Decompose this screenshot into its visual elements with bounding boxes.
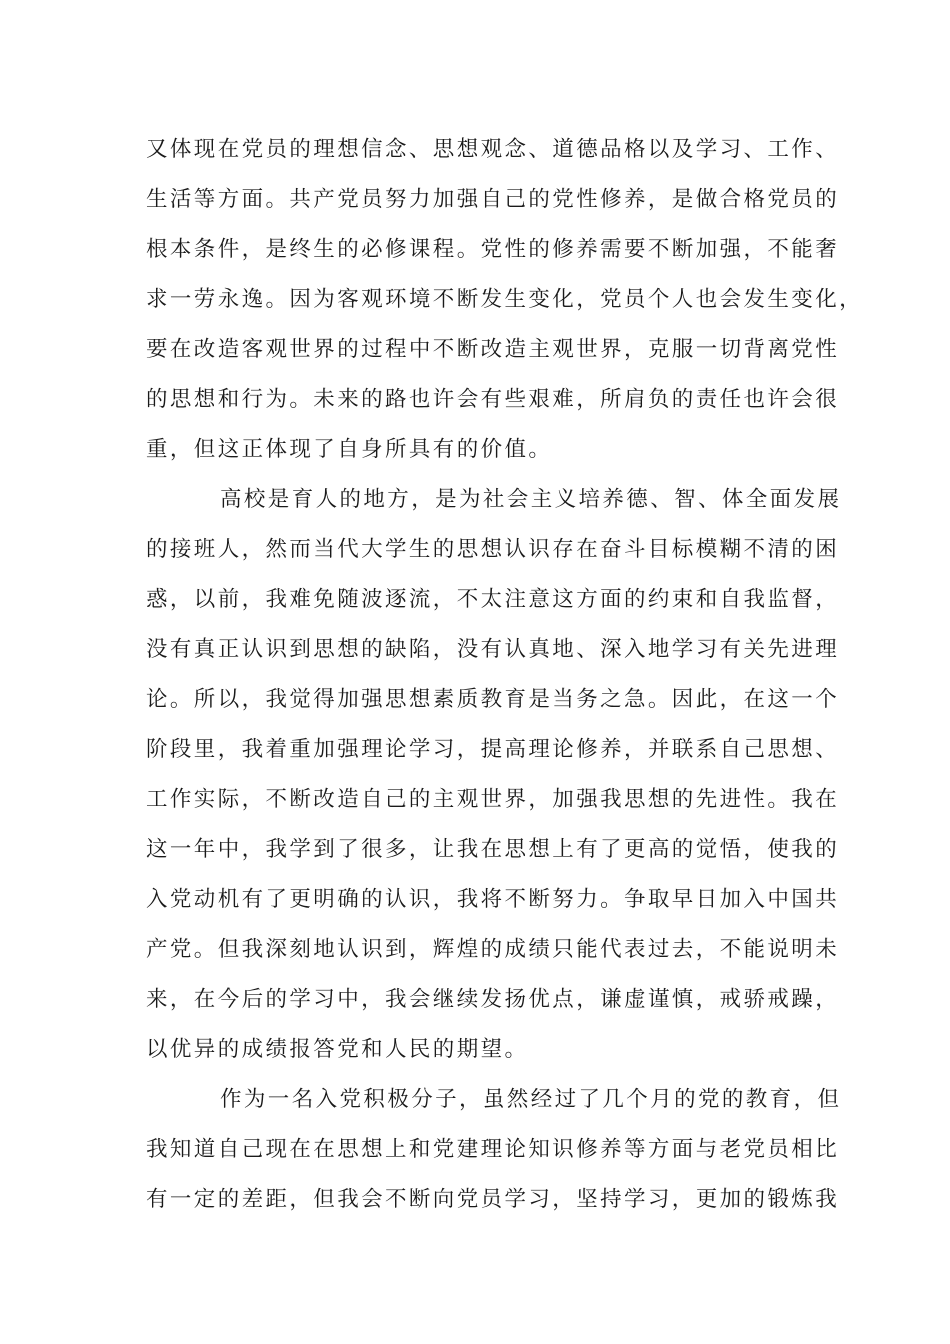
text-line: 的思想和行为。未来的路也许会有些艰难，所肩负的责任也许会很: [146, 387, 840, 412]
text-line: 以优异的成绩报答党和人民的期望。: [146, 1037, 529, 1062]
text-line: 生活等方面。共产党员努力加强自己的党性修养，是做合格党员的: [146, 187, 840, 212]
text-line: 来，在今后的学习中，我会继续发扬优点，谦虚谨慎，戒骄戒躁，: [146, 987, 840, 1012]
text-line: 重，但这正体现了自身所具有的价值。: [146, 437, 553, 462]
text-line: 入党动机有了更明确的认识，我将不断努力。争取早日加入中国共: [146, 887, 840, 912]
text-line: 产党。但我深刻地认识到，辉煌的成绩只能代表过去，不能说明未: [146, 937, 840, 962]
paragraph-first-line: 高校是育人的地方，是为社会主义培养德、智、体全面发展: [220, 487, 842, 512]
text-line: 阶段里，我着重加强理论学习，提高理论修养，并联系自己思想、: [146, 737, 840, 762]
text-line: 又体现在党员的理想信念、思想观念、道德品格以及学习、工作、: [146, 137, 840, 162]
text-line: 这一年中，我学到了很多，让我在思想上有了更高的觉悟，使我的: [146, 837, 840, 862]
text-line: 有一定的差距，但我会不断向党员学习，坚持学习，更加的锻炼我: [146, 1187, 840, 1212]
text-line: 要在改造客观世界的过程中不断改造主观世界，克服一切背离党性: [146, 337, 840, 362]
text-line: 的接班人，然而当代大学生的思想认识存在奋斗目标模糊不清的困: [146, 537, 840, 562]
text-line: 我知道自己现在在思想上和党建理论知识修养等方面与老党员相比: [146, 1137, 840, 1162]
text-line: 论。所以，我觉得加强思想素质教育是当务之急。因此，在这一个: [146, 687, 840, 712]
text-line: 工作实际，不断改造自己的主观世界，加强我思想的先进性。我在: [146, 787, 840, 812]
text-line: 惑，以前，我难免随波逐流，不太注意这方面的约束和自我监督，: [146, 587, 840, 612]
text-line: 求一劳永逸。因为客观环境不断发生变化，党员个人也会发生变化，: [146, 287, 864, 312]
paragraph-first-line: 作为一名入党积极分子，虽然经过了几个月的党的教育，但: [220, 1087, 842, 1112]
text-line: 没有真正认识到思想的缺陷，没有认真地、深入地学习有关先进理: [146, 637, 840, 662]
text-line: 根本条件，是终生的必修课程。党性的修养需要不断加强，不能奢: [146, 237, 840, 262]
